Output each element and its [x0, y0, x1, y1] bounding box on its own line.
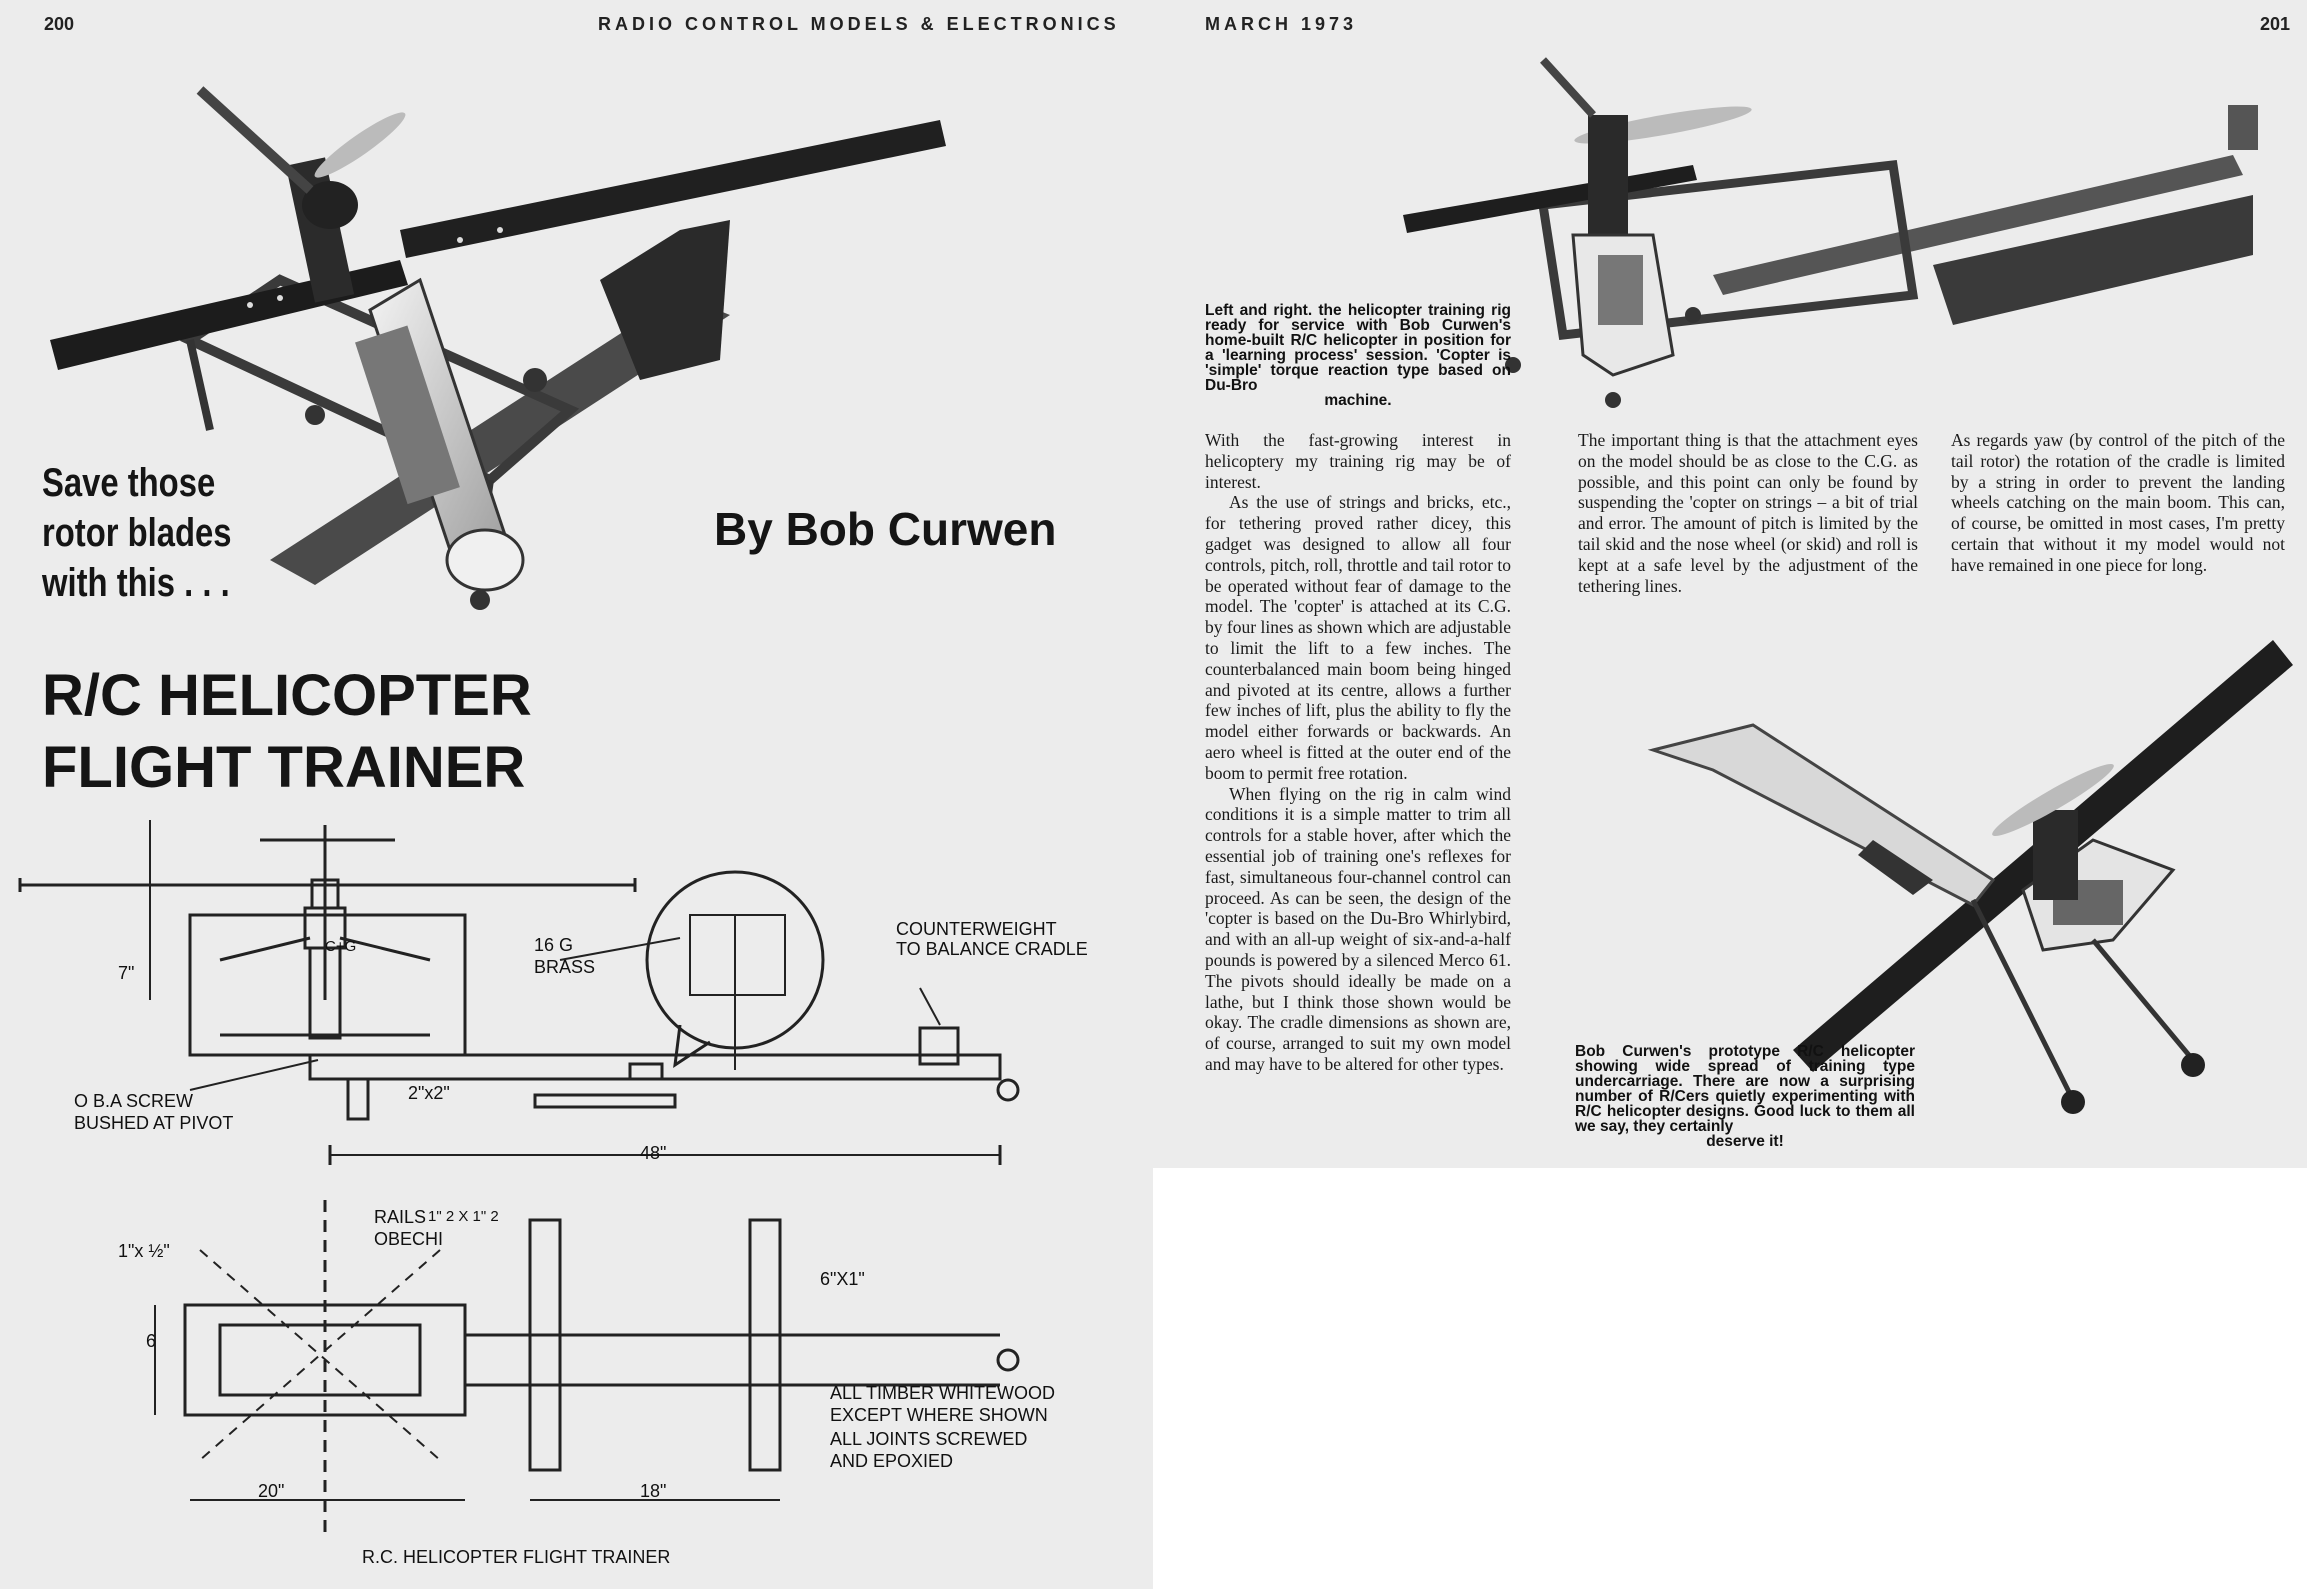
teaser-line-1: Save those	[42, 461, 216, 505]
label-length: 48"	[640, 1143, 667, 1163]
note-line-1: ALL TIMBER WHITEWOOD	[830, 1383, 1056, 1403]
article-column-3	[1951, 430, 2285, 576]
running-title: RADIO CONTROL MODELS & ELECTRONICS	[598, 14, 1120, 34]
top-caption-body: Left and right. the helicopter training rig ready for service with Bob Curwen's home-built R/C helicopter in position for a 'learning process' session. 'Copter is 'simple' torque reaction type based on Du-Bro	[1205, 302, 1511, 394]
column-2-para-1: The important thing is that the attachment eyes on the model should be as close to the C.G. as possible, and this point can only be found by suspending the 'copter on strings – a bit of trial and error. The amount of pitch is limited by the tail skid and the nose wheel (or skid) and roll is kept at a safe level by the adjustment of the tethering lines.	[1578, 430, 1918, 596]
label-span-right: 18"	[640, 1481, 667, 1501]
label-brass-gauge: 16 G	[534, 935, 574, 955]
bottom-caption-body: Bob Curwen's prototype R/C helicopter showing wide spread of training type undercarriage. There are now a surprising number of R/Cers quietly experimenting with R/C helicopter designs. Good luck to them all we say, they certainly	[1575, 1043, 1915, 1135]
teaser-line-2: rotor blades	[42, 511, 232, 555]
label-span-left: 20"	[258, 1481, 285, 1501]
label-cg: C+G	[325, 938, 357, 955]
label-screw: O B.A SCREW	[74, 1091, 194, 1111]
top-caption-last: machine.	[1324, 392, 1392, 409]
drawing-title: R.C. HELICOPTER FLIGHT TRAINER	[362, 1547, 671, 1567]
label-height: 7"	[118, 963, 135, 983]
top-caption	[1205, 303, 1511, 408]
teaser-line-3: with this . . .	[42, 561, 230, 605]
label-section: 2"x2"	[408, 1083, 450, 1103]
label-counterweight-2: TO BALANCE CRADLE	[896, 939, 1088, 959]
bottom-caption	[1575, 1044, 1915, 1149]
column-1-para-1: With the fast-growing interest in helicoptery my training rig may be of interest.	[1205, 430, 1511, 492]
note-line-4: AND EPOXIED	[830, 1451, 954, 1471]
column-1-para-2: As the use of strings and bricks, etc., for tethering proved rather dicey, this gadget was designed to allow all four controls, pitch, roll, throttle and tail rotor to be operated without fear of damage to the model. The 'copter' is attached at its C.G. by four lines as shown which are adjustable to limit the lift to a few inches. The counterbalanced main boom being hinged and pivoted at its centre, allows a further few inches of lift, plus the ability to fly the model either forwards or backwards. An aero wheel is fitted at the outer end of the boom to permit free rotation.	[1205, 492, 1511, 783]
label-screw-2: BUSHED AT PIVOT	[74, 1113, 234, 1133]
article-column-2	[1578, 430, 1918, 596]
label-crosspiece: 6"X1"	[820, 1269, 865, 1289]
label-brass: BRASS	[534, 957, 596, 977]
label-obechi: OBECHI	[374, 1229, 444, 1249]
column-3-para-1: As regards yaw (by control of the pitch of the tail rotor) the rotation of the cradle is limited by a string in order to prevent the landing wheels catching on the main boom. This can, of course, be omitted in most cases, I'm pretty certain that without it my model would not have remained in one piece for long.	[1951, 430, 2285, 575]
bottom-caption-last: deserve it!	[1706, 1133, 1784, 1150]
label-end-size: 1"x ½"	[118, 1241, 170, 1261]
right-page	[1153, 0, 2307, 1168]
rig-photo-top	[1393, 55, 2283, 415]
label-width: 6	[146, 1331, 157, 1351]
article-title	[42, 660, 532, 804]
article-column-1	[1205, 430, 1511, 1075]
title-line-2: FLIGHT TRAINER	[42, 735, 526, 800]
left-page	[0, 0, 1153, 1589]
label-rails: RAILS	[374, 1207, 427, 1227]
right-page-number: 201	[2260, 14, 2291, 34]
title-line-1: R/C HELICOPTER	[42, 663, 532, 728]
note-line-2: EXCEPT WHERE SHOWN	[830, 1405, 1048, 1425]
left-page-number: 200	[44, 14, 75, 34]
issue-date: MARCH 1973	[1205, 14, 1358, 34]
teaser-headline	[42, 458, 232, 608]
label-rails-size: 1" 2 X 1" 2	[428, 1208, 499, 1225]
label-counterweight: COUNTERWEIGHT	[896, 919, 1057, 939]
column-1-para-3: When flying on the rig in calm wind conditions it is a simple matter to trim all controls for a stable hover, after which the essential job of training one's reflexes for fast, simultaneous four-channel control can proceed. As can be seen, the design of the 'copter is based on the Du-Bro Whirlybird, and with an all-up weight of six-and-a-half pounds is powered by a silenced Merco 61. The pivots should ideally be made on a lathe, but I think those shown would be okay. The cradle dimensions as shown are, of course, arranged to suit my own model and may have to be altered for other types.	[1205, 783, 1511, 1074]
byline: By Bob Curwen	[714, 503, 1057, 555]
note-line-3: ALL JOINTS SCREWED	[830, 1429, 1028, 1449]
